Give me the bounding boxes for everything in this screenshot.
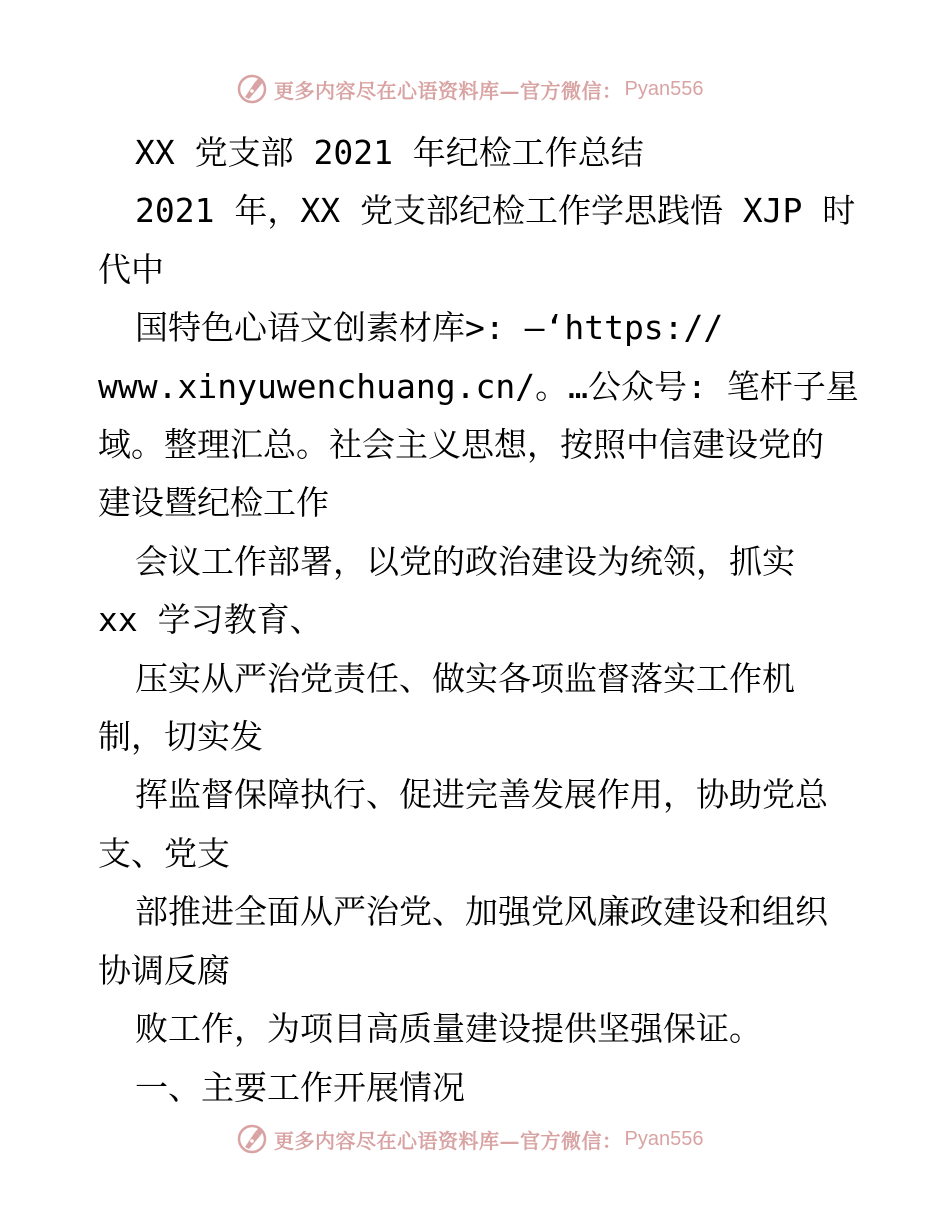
doc-line: 建设暨纪检工作: [98, 483, 329, 523]
doc-line: 部推进全面从严治党、加强党风廉政建设和组织: [135, 892, 828, 932]
doc-line: 2021 年，XX 党支部纪检工作学思践悟 XJP 时: [135, 191, 856, 231]
doc-line: 域。整理汇总。社会主义思想，按照中信建设党的: [98, 425, 824, 465]
doc-line: 会议工作部署，以党的政治建设为统领，抓实: [135, 541, 795, 581]
doc-line: 败工作，为项目高质量建设提供坚强保证。: [135, 1009, 762, 1049]
watermark-handle: Pyan556: [624, 1127, 704, 1150]
doc-line: www.xinyuwenchuang.cn/。…公众号: 笔杆子星: [98, 366, 859, 406]
doc-line: 支、党支: [98, 833, 230, 873]
pen-nib-logo-icon: [236, 73, 268, 105]
doc-line: xx 学习教育、: [98, 600, 323, 640]
doc-line: 一、主要工作开展情况: [135, 1067, 465, 1107]
watermark-text: 更多内容尽在心语资料库—官方微信：: [274, 78, 623, 103]
doc-line: 国特色心语文创素材库>: —‘https://: [135, 308, 724, 348]
doc-line: XX 党支部 2021 年纪检工作总结: [135, 133, 644, 172]
doc-line: 代中: [98, 249, 164, 289]
doc-line: 制，切实发: [98, 717, 263, 757]
doc-line: 压实从严治党责任、做实各项监督落实工作机: [135, 658, 795, 698]
watermark-banner-top: [236, 72, 703, 106]
watermark-banner-bottom: [236, 1122, 703, 1156]
doc-line: 挥监督保障执行、促进完善发展作用，协助党总: [135, 775, 828, 815]
pen-nib-logo-icon: [236, 1123, 268, 1155]
watermark-handle: Pyan556: [624, 77, 704, 100]
document-body: [98, 124, 868, 1117]
watermark-text: 更多内容尽在心语资料库—官方微信：: [274, 1128, 623, 1153]
doc-line: 协调反腐: [98, 950, 230, 990]
